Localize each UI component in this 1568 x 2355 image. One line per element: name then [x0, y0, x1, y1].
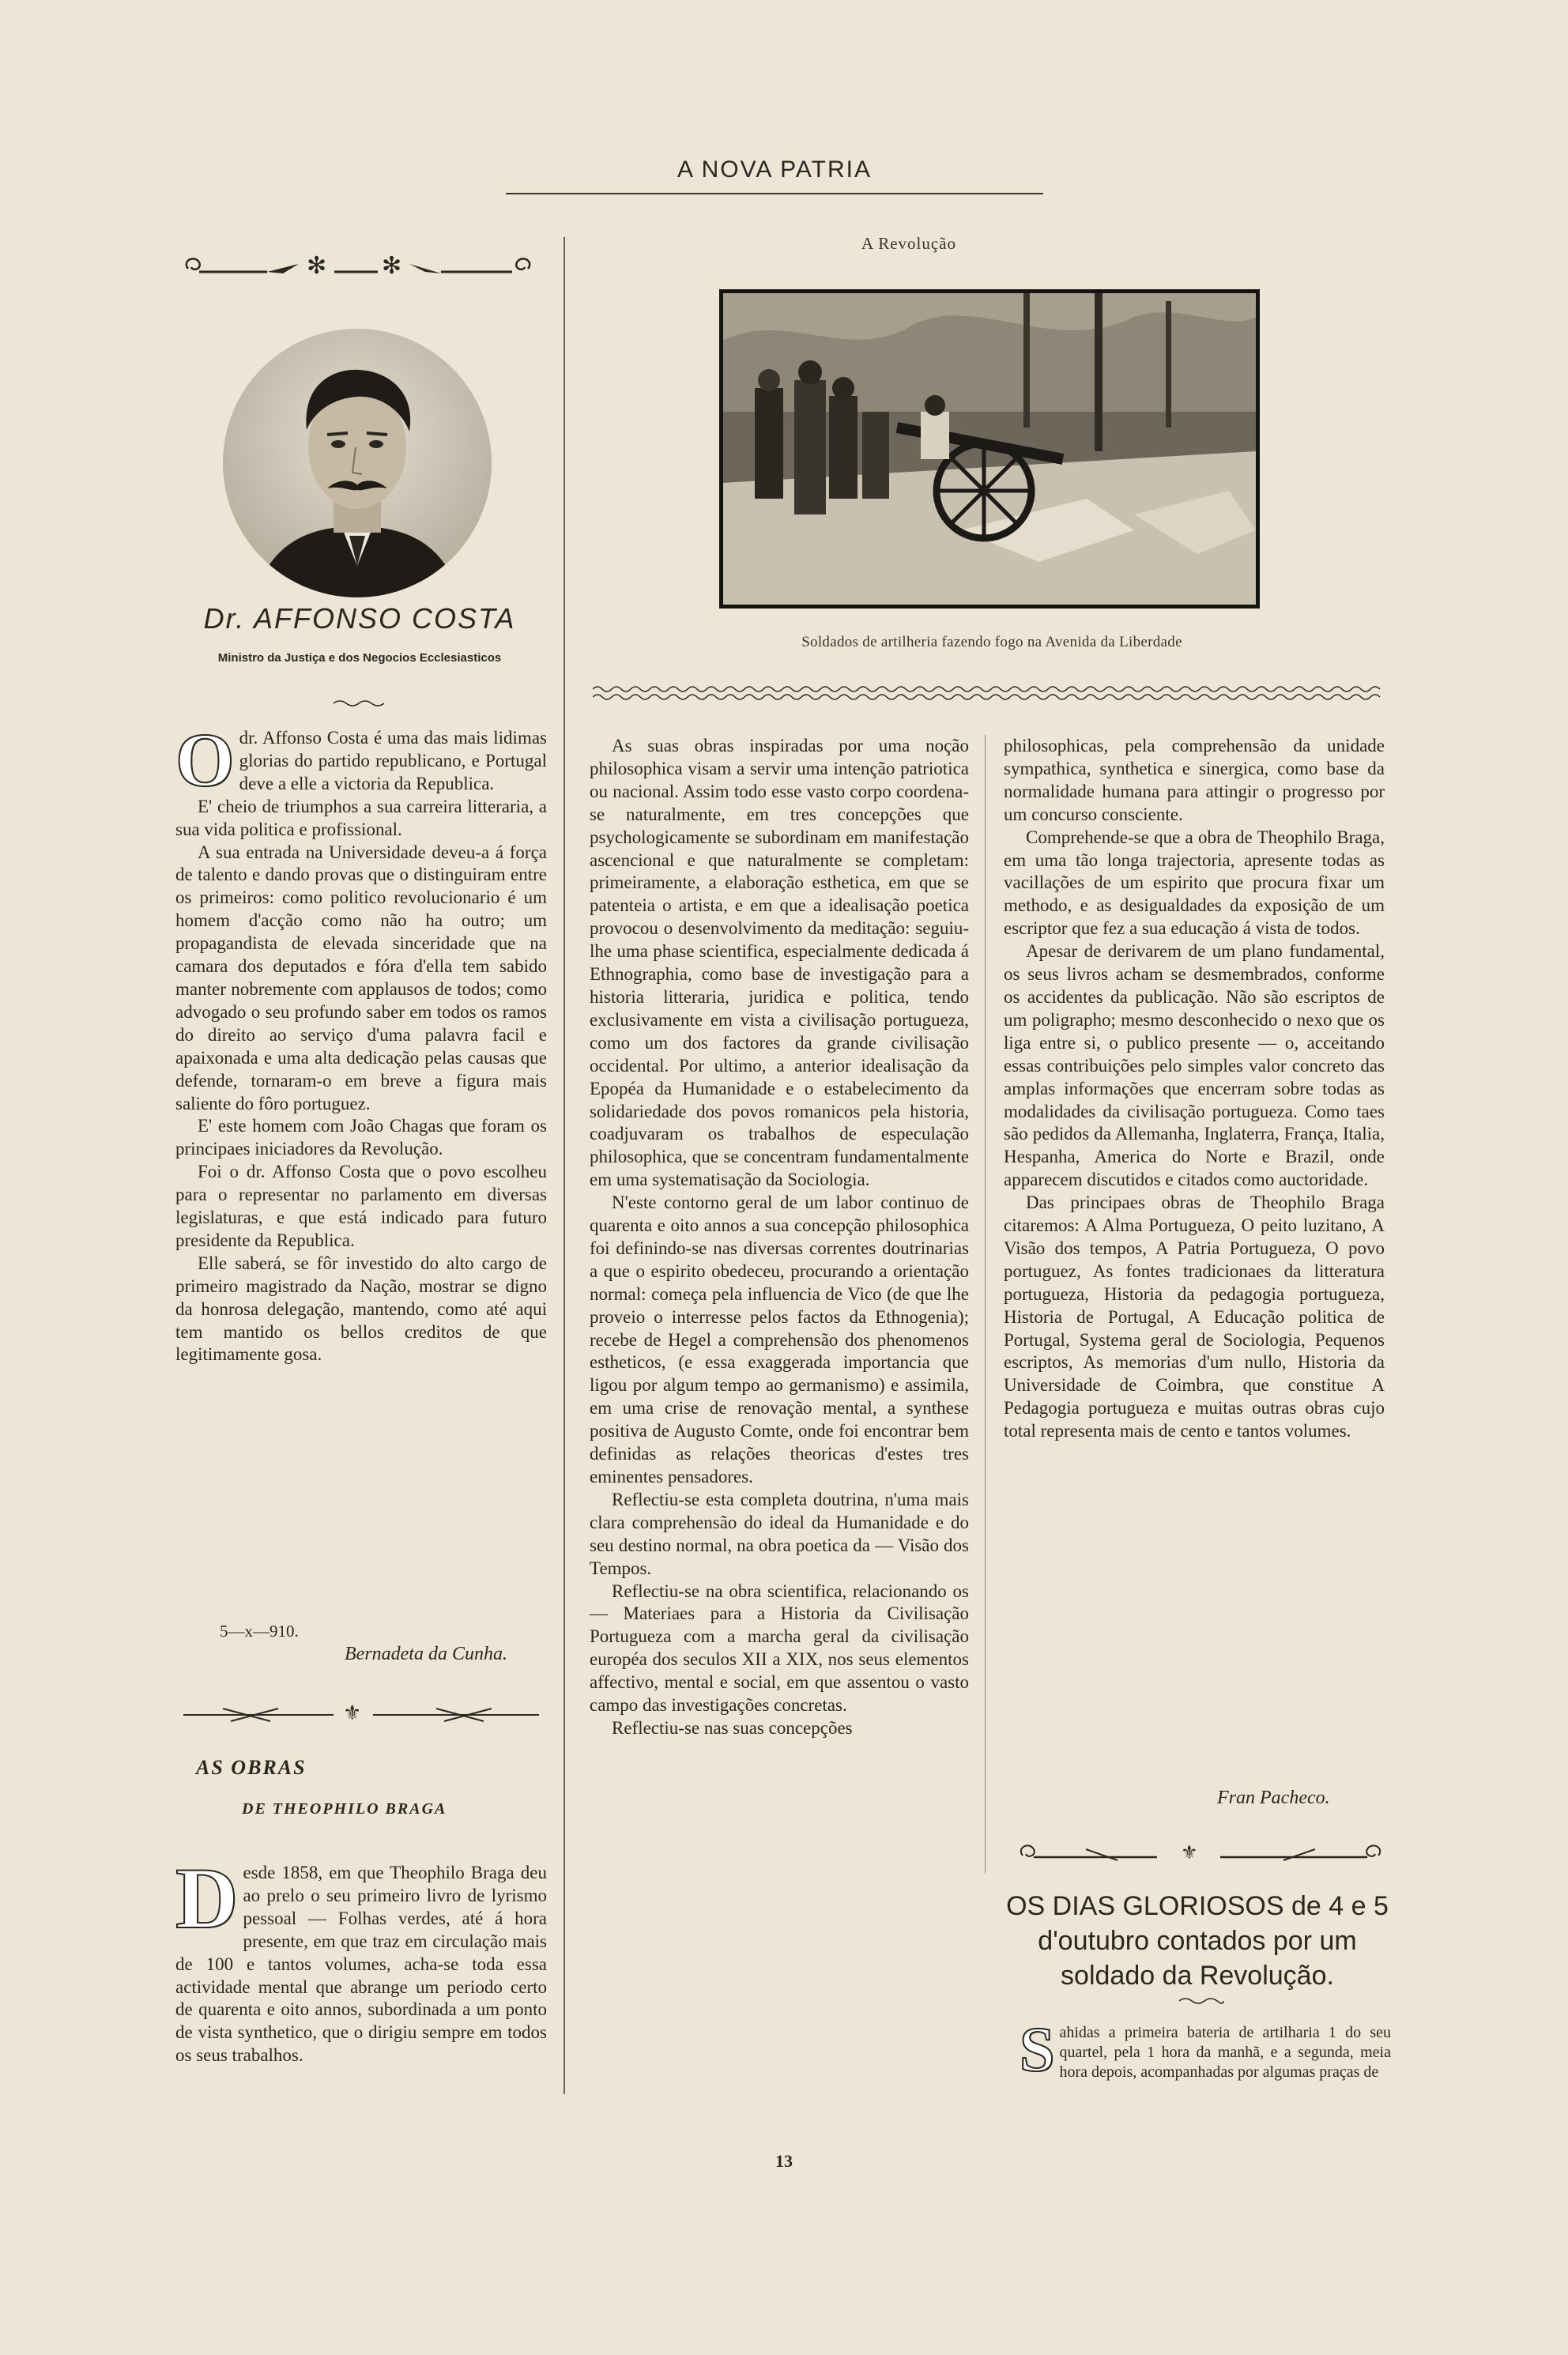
article-paragraph: philosophicas, pela comprehensão da unidade sympathica, synthetica e sinergica, como base da normalidade humana para attingir o progresso por um concurso consciente.: [1004, 736, 1385, 824]
svg-text:✻: ✻: [307, 252, 327, 280]
revolution-photo: [719, 289, 1260, 609]
article-paragraph: Das principaes obras de Theophilo Braga citaremos: A Alma Portugueza, O peito luzitano, A Visão dos tempos, A Patria Portugueza, O povo portuguez, As fontes tradicionaes da litteratura portugueza, Historia da pedagogia portugueza, Historia de Portugal, A Educação politica de Portugal, Systema geral de Sociologia, Pequenos escriptos, As memorias d'um nullo, Historia da Universidade de Coimbra, que constitue A Pedagogia portugueza e muitas outras obras cujo total representa mais de cento e tantos volumes.: [1004, 1193, 1385, 1441]
article-paragraph: Reflectiu-se esta completa doutrina, n'uma mais clara comprehensão do ideal da Humanidade e do seu destino normal, na obra poetica da — Visão dos Tempos.: [590, 1489, 969, 1578]
wavy-rule: [593, 684, 1383, 705]
article-date: 5—x—910.: [220, 1622, 299, 1641]
article-paragraph: A sua entrada na Universidade deveu-a á força de talento e dando provas que o distinguiram entre os primeiros: como politico revolucionario é um homem d'acção como não ha outro; um propagandista de elevada sinceridade que na camara dos deputados e fóra d'ella tem sabido manter nobremente com applausos de todos; como advogado o seu profundo saber em todos os ramos do direito ao serviço d'uma palavra facil e apaixonada e uma alta dedicação pelas causas que defende, tornaram-o em breve a figura mais saliente do fôro portuguez.: [175, 842, 547, 1113]
scroll-ornament-right: [1015, 1833, 1386, 1865]
article-paragraph: Reflectiu-se na obra scientifica, relacionando os — Materiaes para a Historia da Civilisação Portugueza com a marcha geral da civilisação européa dos seculos XII a XIX, nos seus elementos affectivo, mental e social, em que assentou o vasto campo das investigações concretas.: [590, 1581, 969, 1716]
article-title-line1: AS OBRAS: [196, 1756, 307, 1779]
portrait-name: Dr. AFFONSO COSTA: [203, 602, 516, 635]
article-paragraph: E' este homem com João Chagas que foram os principaes iniciadores da Revolução.: [175, 1116, 547, 1159]
article-paragraph: Apesar de derivarem de um plano fundamental, os seus livros acham se desmembrados, conforme os accidentes da publicação. Não são escriptos de um poligrapho; mesmo desconhecido o nexo que os liga entre si, o publico presente — o, acceitando essas contribuições pelo simples valor concreto das amplas informações que encerram sobre todas as modalidades da civilisação portugueza. Como taes são pedidos da Allemanha, Inglaterra, França, Italia, Hespanha, America do Norte e Brazil, onde apparecem discutidos e citados como auctoridade.: [1004, 941, 1385, 1190]
signature-bernadeta: Bernadeta da Cunha.: [345, 1644, 507, 1664]
dropcap-s: S: [1020, 2015, 1055, 2085]
article-title-line2: DE THEOPHILO BRAGA: [242, 1800, 447, 1818]
portrait-affonso-costa: [223, 329, 492, 597]
svg-text:⚜: ⚜: [343, 1701, 362, 1725]
dropcap-d: D: [175, 1850, 239, 1946]
headline-dias-gloriosos: OS DIAS GLORIOSOS de 4 e 5 d'outubro contados por um soldado da Revolução.: [1006, 1891, 1389, 1991]
article-paragraph: Odr. Affonso Costa é uma das mais lidimas glorias do partido republicano, e Portugal deve a elle a victoria da Republica.: [175, 718, 547, 802]
signature-fran-pacheco: Fran Pacheco.: [1217, 1788, 1330, 1808]
squiggle-ornament: [332, 697, 387, 708]
article-paragraph: Desde 1858, em que Theophilo Braga deu ao prelo o seu primeiro livro de lyrismo pessoal — Folhas verdes, até á hora presente, em que traz em circulação mais de 100 e tantos volumes, acha-se toda essa actividade mental que abrange um periodo certo de quarenta e oito annos, subordinada a um ponto de vista synthetico, que o dirigiu sempre em todos os seus trabalhos.: [175, 1850, 547, 2066]
article-paragraph: Elle saberá, se fôr investido do alto cargo de primeiro magistrado da Nação, mostrar se digno da honrosa delegação, mantendo, como até aqui tem mantido os bellos creditos de que legitimamente gosa.: [175, 1253, 547, 1365]
photo-caption: Soldados de artilheria fazendo fogo na Avenida da Liberdade: [801, 634, 1182, 650]
article-theophilo-col2: [590, 735, 969, 1740]
page-number: 13: [775, 2151, 793, 2171]
article-paragraph: As suas obras inspiradas por uma noção philosophica visam a servir uma intenção patriotica ou nacional. Assim todo esse vasto corpo coordena-se naturalmente, em tres concepções que psychologicamente se subordinam em manifestação ascencional e que naturalmente se completam: primeiramente, a elaboração esthetica, em que se patenteia o artista, e em que a idealisação poetica provocou o desenvolvimento da meditação: seguiu-lhe uma phase scientifica, especialmente dedicada á Ethnographia, como base de investigação para a historia litteraria, juridica e politica, tendo exclusivamente em vista a civilisação portugueza, como um dos factores da grande civilisação occidental. Por ultimo, a anterior idealisação da Epopéa da Humanidade e o estabelecimento da solidariedade dos povos romanicos pela historia, coadjuvaram os trabalhos de especulação philosophica, que se concentram fundamentalmente em uma systematisação da Sociologia.: [590, 736, 969, 1190]
header-rule: [506, 193, 1043, 194]
column-divider-secondary: [985, 735, 986, 1873]
article-theophilo-col3: [1004, 735, 1385, 1443]
article-theophilo-col1: [175, 1850, 547, 2067]
article-paragraph: N'este contorno geral de um labor continuo de quarenta e oito annos a sua concepção philosophica foi definindo-se nas diversas correntes doutrinarias a que o espirito obedeceu, procurando a orientação normal: começa pela influencia de Vico (de que lhe proveio o interresse pelos factos da Ethnogenia); recebe de Hegel a comprehensão dos phenomenos estheticos, (e essa exaggerada importancia que ligou por algum tempo ao germanismo) e assimila, em uma crise de renovação mental, a synthese positiva de Augusto Comte, onde foi encontrar bem definidas as relações theoricas d'estes tres eminentes pensadores.: [590, 1193, 969, 1486]
portrait-role: Ministro da Justiça e dos Negocios Ecclesiasticos: [217, 651, 502, 665]
article-paragraph: Foi o dr. Affonso Costa que o povo escolheu para o representar no parlamento em diversas legislaturas, e que está indicado para futuro presidente da Republica.: [175, 1162, 547, 1250]
scroll-ornament-top: [180, 247, 536, 283]
dropcap-o: O: [175, 718, 235, 802]
svg-text:✻: ✻: [382, 252, 402, 280]
svg-text:⚜: ⚜: [1181, 1841, 1198, 1863]
squiggle-ornament: [1178, 1995, 1225, 2006]
article-affonso-costa: [175, 718, 547, 1366]
photo-title: A Revolução: [861, 234, 957, 253]
divider-ornament: [175, 1697, 547, 1726]
article-paragraph: E' cheio de triumphos a sua carreira litteraria, a sua vida politica e profissional.: [175, 796, 547, 839]
article-paragraph: Comprehende-se que a obra de Theophilo Braga, em uma tão longa trajectoria, apresente todas as vacillações de um espirito que procura fixar um methodo, e as desigualdades da exposição de um escriptor que fez a sua educação á vista de todos.: [1004, 827, 1385, 939]
running-title: A NOVA PATRIA: [677, 156, 873, 183]
article-dias-gloriosos: Sahidas a primeira bateria de artilharia 1 do seu quartel, pela 1 hora da manhã, e a segunda, meia hora depois, acompanhadas por algumas praças de: [1020, 2015, 1391, 2085]
article-paragraph: Reflectiu-se nas suas concepções: [612, 1717, 853, 1738]
column-divider: [564, 237, 565, 2094]
